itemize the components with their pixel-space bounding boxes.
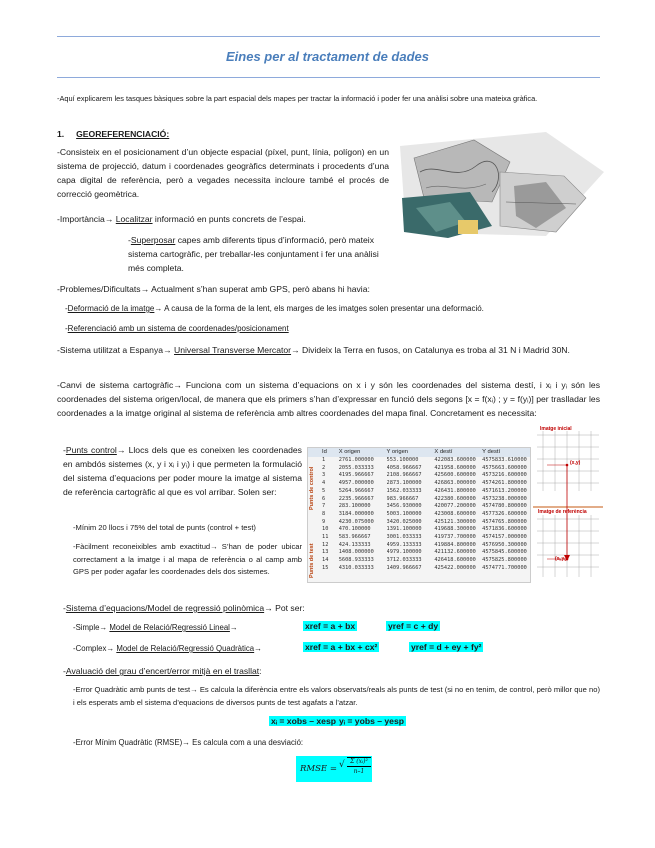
table-cell: 1562.033333	[386, 487, 422, 494]
table-cell: 3184.000000	[338, 510, 374, 517]
table-cell: 4576950.300000	[482, 541, 527, 548]
table-cell: 4575663.600000	[482, 464, 527, 471]
table-row	[322, 511, 530, 519]
title-rule	[57, 77, 600, 78]
table-cell: 419884.800000	[434, 541, 476, 548]
sistema-paragraph: -Sistema utilitzat a Espanya→ Universal Transverse Mercator→ Divideix la Terra en fusos, on Catalunya es troba al 31 N i Madrid 30N.	[57, 345, 570, 355]
problemes-line: -Problemes/Dificultats→ Actualment s’han superat amb GPS, però abans hi havia:	[57, 284, 370, 294]
table-cell: 421958.600000	[434, 464, 476, 471]
table-cell: 2108.966667	[386, 472, 422, 479]
table-row	[322, 503, 530, 511]
table-cell: 426418.600000	[434, 557, 476, 564]
simple-model-line: -Simple→ Model de Relació/Regressió Lineal→	[73, 623, 238, 632]
table-cell: 5608.933333	[338, 557, 374, 564]
canvi-paragraph: -Canvi de sistema cartogràfic→ Funciona com un sistema d’equacions on x i y són les coordenades del sistema destí, i xᵢ i yᵢ són les coordenades del sistema origen/local, de manera que els primers s’han d’expressar en funció dels segons [x = f(xᵢ) ; y = f(yᵢ)] per traslladar les coordenades a la imatge original al sistema de referència amb altres coordenades del mapa final. Concretament es necessita:	[57, 380, 600, 418]
table-header: Id X origen Y origen X destí Y destí	[308, 448, 530, 457]
graph-label-top: Imatge inicial	[540, 426, 572, 432]
table-cell: 4577326.600000	[482, 510, 527, 517]
table-cell: 4058.966667	[386, 464, 422, 471]
error-quadratic-paragraph: -Error Quadràtic amb punts de test→ Es calcula la diferència entre els valors observats/reals als punts de test (si no en tenim, de control, però millor que no) i els esperats amb el sistema d’equacions de diversos punts de test agafats a l’atzar.	[73, 685, 600, 707]
table-row	[322, 549, 530, 557]
simple-eq-y: yref = c + dy	[388, 621, 439, 631]
referenciacio-line: -Referenciació amb un sistema de coordenades/posicionament	[65, 324, 289, 333]
table-row	[322, 542, 530, 550]
table-cell: 419737.700000	[434, 534, 476, 541]
table-cell: 4574765.800000	[482, 518, 527, 525]
table-cell: 4957.000000	[338, 480, 374, 487]
punts-control-paragraph: -Punts control→ Llocs dels que es coneixen les coordenades en ambdós sistemes (x, y i xᵢ i yᵢ) i que permeten la formulació del sistema d’equacions per poder moure la imatge al sistema de referència cartogràfic al que es vol arribar. Solen ser:	[63, 445, 302, 497]
table-cell: 421132.600000	[434, 549, 476, 556]
table-cell: 4959.133333	[386, 541, 422, 548]
graph-label-p1: (x,y)	[570, 460, 581, 466]
superposar-paragraph: -Superposar capes amb diferents tipus d’informació, però mateix sistema cartogràfic, per treballar-les conjuntament i fer una anàlisi més completa.	[128, 235, 379, 273]
table-cell: 4575845.600000	[482, 549, 527, 556]
table-cell: 4	[322, 480, 326, 487]
table-cell: 5003.100000	[386, 510, 422, 517]
table-cell: 9	[322, 518, 326, 525]
table-cell: 419688.300000	[434, 526, 476, 533]
table-body	[308, 457, 530, 573]
table-cell: 4195.966667	[338, 472, 374, 479]
table-cell: 15	[322, 564, 329, 571]
importancia-line: -Importància→ Localitzar informació en punts concrets de l’espai.	[57, 214, 306, 224]
table-cell: 983.966667	[386, 495, 419, 502]
table-cell: 10	[322, 526, 329, 533]
side-label-control: Punts de control	[309, 466, 315, 510]
table-cell: 4979.100000	[386, 549, 422, 556]
table-cell: 4310.033333	[338, 564, 374, 571]
table-cell: 422380.600000	[434, 495, 476, 502]
xi-equation: xᵢ = xobs – xesp	[271, 716, 336, 726]
graph-label-mid: Imatge de referència	[538, 509, 587, 515]
table-cell: 422083.600000	[434, 457, 476, 463]
complex-eq-x: xref = a + bx + cx²	[305, 642, 378, 652]
simple-eq-x: xref = a + bx	[305, 621, 356, 631]
table-cell: 6	[322, 495, 326, 502]
table-cell: 424.133333	[338, 541, 371, 548]
table-cell: 5	[322, 487, 326, 494]
table-cell: 1409.966667	[386, 564, 422, 571]
table-cell: 2873.100000	[386, 480, 422, 487]
table-cell: 8	[322, 510, 326, 517]
deformacio-line: -Deformació de la imatge→ A causa de la forma de la lent, els marges de les imatges solen presentar una deformació.	[65, 304, 484, 313]
table-row	[322, 457, 530, 465]
table-row	[322, 488, 530, 496]
table-row	[322, 480, 530, 488]
table-cell: 4571836.600000	[482, 526, 527, 533]
avaluacio-line: -Avaluació del grau d’encert/error mitjà en el trasllat:	[63, 666, 262, 676]
table-cell: 4574771.700000	[482, 564, 527, 571]
table-cell: 2	[322, 464, 326, 471]
control-points-table	[307, 447, 531, 583]
side-label-test: Punts de test	[309, 543, 315, 578]
table-cell: 4574780.800000	[482, 503, 527, 510]
table-cell: 423008.600000	[434, 510, 476, 517]
regressio-line: -Sistema d’equacions/Model de regressió polinòmica→ Pot ser:	[63, 603, 305, 613]
page-title: Eines per al tractament de dades	[225, 49, 430, 64]
graph-label-p2: (xᵢ,yᵢ)	[555, 556, 567, 562]
table-cell: 425121.300000	[434, 518, 476, 525]
table-cell: 5264.966667	[338, 487, 374, 494]
minim-line: -Mínim 20 llocs i 75% del total de punts (control + test)	[73, 523, 256, 532]
table-cell: 583.966667	[338, 534, 371, 541]
table-cell: 4571613.200000	[482, 487, 527, 494]
table-cell: 1391.100000	[386, 526, 422, 533]
table-cell: 11	[322, 534, 329, 541]
table-cell: 4575825.800000	[482, 557, 527, 564]
consisteix-paragraph: -Consisteix en el posicionament d’un objecte espacial (píxel, punt, línia, polígon) en un sistema de projecció, datum i coordenades geogràfics determinats i procedents d’una capa digital de referència, però a vegades necessita incloure també el procés de correcció geomètrica.	[57, 147, 389, 199]
table-row	[322, 526, 530, 534]
rmse-formula: RMSE = √ Σ (xᵢ)² n–1	[296, 756, 372, 782]
rmse-line: -Error Mínim Quadràtic (RMSE)→ Es calcula com a una desviació:	[73, 738, 304, 747]
table-row	[322, 565, 530, 573]
table-cell: 4573238.000000	[482, 495, 527, 502]
table-row	[322, 472, 530, 480]
table-cell: 425422.000000	[434, 564, 476, 571]
table-cell: 470.100000	[338, 526, 371, 533]
table-row	[322, 519, 530, 527]
table-cell: 7	[322, 503, 326, 510]
table-cell: 553.100000	[386, 457, 419, 463]
table-cell: 425600.600000	[434, 472, 476, 479]
table-cell: 420077.200000	[434, 503, 476, 510]
facilment-paragraph: -Fàcilment reconeixibles amb exactitud→ S’han de poder ubicar correctament a la imatge i al mapa de referència o al camp amb GPS per poder agafar les coordenades dels dos sistemes.	[73, 542, 302, 576]
table-cell: 4574261.800000	[482, 480, 527, 487]
table-cell: 3456.930000	[386, 503, 422, 510]
table-cell: 3712.033333	[386, 557, 422, 564]
table-row	[322, 465, 530, 473]
table-row	[322, 557, 530, 565]
yi-equation: yᵢ = yobs – yesp	[339, 716, 404, 726]
table-cell: 2055.033333	[338, 464, 374, 471]
table-cell: 14	[322, 557, 329, 564]
intro-paragraph: -Aquí explicarem les tasques bàsiques sobre la part espacial dels mapes per tractar la informació i poder fer una anàlisi sobre una mateixa gràfica.	[57, 94, 538, 103]
complex-eq-y: yref = d + ey + fy²	[411, 642, 482, 652]
table-cell: 1	[322, 457, 326, 463]
table-cell: 3	[322, 472, 326, 479]
table-cell: 283.100000	[338, 503, 371, 510]
table-row	[322, 534, 530, 542]
section-heading: 1. GEOREFERENCIACIÓ:	[57, 129, 170, 139]
georeference-maps-image	[396, 132, 608, 240]
table-cell: 13	[322, 549, 329, 556]
table-cell: 4573216.600000	[482, 472, 527, 479]
table-cell: 12	[322, 541, 329, 548]
top-rule	[57, 36, 600, 37]
table-cell: 2761.000000	[338, 457, 374, 463]
transformation-graph	[533, 425, 603, 583]
table-cell: 2235.966667	[338, 495, 374, 502]
table-cell: 3420.025000	[386, 518, 422, 525]
table-cell: 3001.033333	[386, 534, 422, 541]
table-cell: 426431.800000	[434, 487, 476, 494]
table-cell: 426863.000000	[434, 480, 476, 487]
table-cell: 4575833.610000	[482, 457, 527, 463]
table-cell: 4574157.000000	[482, 534, 527, 541]
table-row	[322, 496, 530, 504]
complex-model-line: -Complex→ Model de Relació/Regressió Quadràtica→	[73, 644, 262, 653]
table-cell: 1408.000000	[338, 549, 374, 556]
table-cell: 4230.075000	[338, 518, 374, 525]
